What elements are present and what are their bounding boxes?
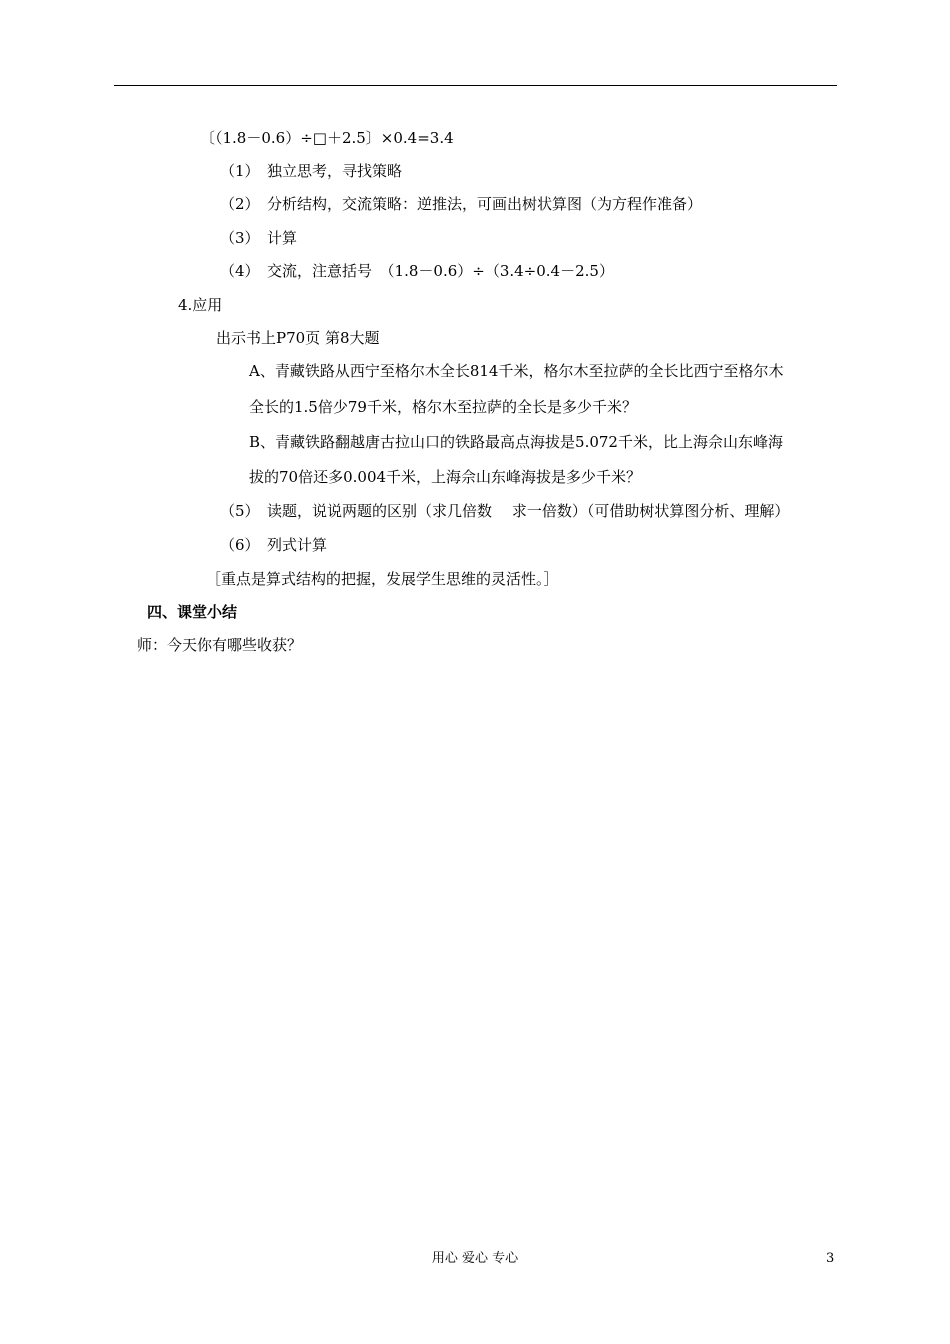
step-2: （2） 分析结构，交流策略：逆推法，可画出树状算图（为方程作准备） (220, 195, 703, 213)
step-5: （5） 读题，说说两题的区别（求几倍数 求一倍数）（可借助树状算图分析、理解） (220, 502, 790, 520)
equation-line: 〔（1.8－0.6）÷□＋2.5〕×0.4=3.4 (200, 129, 454, 147)
application-intro: 出示书上P70页 第8大题 (216, 329, 380, 347)
step-4: （4） 交流，注意括号 （1.8－0.6）÷（3.4÷0.4－2.5） (220, 262, 614, 280)
section-4-heading: 四、课堂小结 (147, 603, 238, 621)
step-6: （6） 列式计算 (220, 536, 328, 554)
step-3: （3） 计算 (220, 229, 298, 247)
footer-motto: 用心 爱心 专心 (431, 1251, 519, 1266)
problem-a-line-2: 全长的1.5倍少79千米，格尔木至拉萨的全长是多少千米？ (249, 398, 637, 416)
application-heading: 4.应用 (178, 296, 223, 314)
teacher-question: 师：今天你有哪些收获？ (137, 636, 303, 654)
problem-a-line-1: A、青藏铁路从西宁至格尔木全长814千米，格尔木至拉萨的全长比西宁至格尔木 (249, 362, 784, 380)
page-number: 3 (826, 1251, 835, 1266)
focus-note: ［重点是算式结构的把握，发展学生思维的灵活性。］ (206, 570, 559, 588)
header-rule (114, 85, 837, 86)
problem-b-line-2: 拔的70倍还多0.004千米，上海佘山东峰海拔是多少千米？ (249, 468, 642, 486)
problem-b-line-1: B、青藏铁路翻越唐古拉山口的铁路最高点海拔是5.072千米，比上海佘山东峰海 (249, 433, 783, 451)
step-1: （1） 独立思考，寻找策略 (220, 162, 403, 180)
